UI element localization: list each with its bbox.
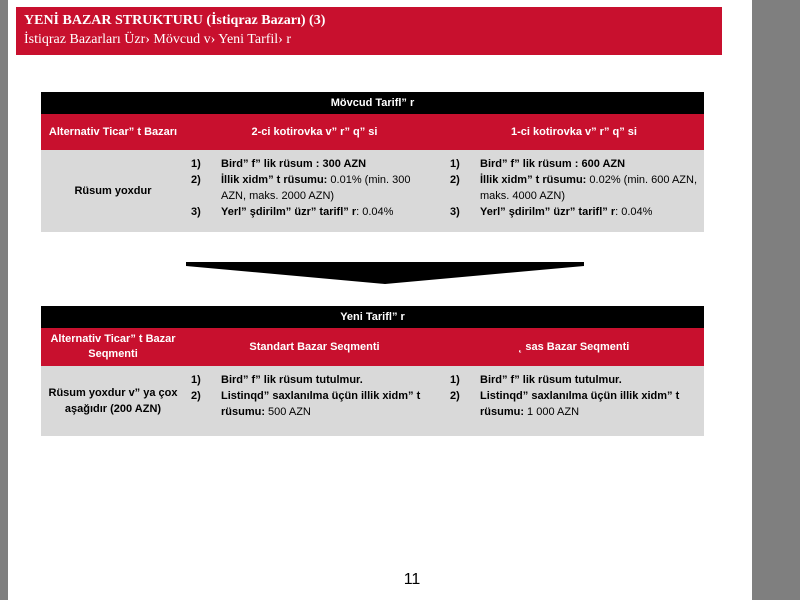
item-number: 2)	[450, 174, 460, 186]
current-tariffs-table	[41, 92, 704, 232]
row-label: Rüsum yoxdur v” ya çox aşağıdır (200 AZN)	[41, 366, 185, 436]
list-item	[450, 204, 698, 220]
item-text	[480, 388, 698, 420]
item-label: Yerl” şdirilm” üzr” tarifl” r	[480, 206, 616, 218]
tariff-cell	[444, 366, 704, 436]
list-item	[191, 156, 438, 172]
table-header: Mövcud Tarifl” r	[41, 92, 704, 114]
column-header: Alternativ Ticar” t Bazar Seqmenti	[41, 328, 185, 366]
slide-subtitle: İstiqraz Bazarları Üzr› Mövcud v› Yeni Tarfil› r	[24, 32, 292, 47]
item-label: Bird” f” lik rüsum tutulmur.	[221, 374, 363, 386]
tariff-list	[191, 156, 438, 220]
slide	[8, 0, 752, 600]
item-number: 3)	[191, 206, 201, 218]
list-item	[450, 172, 698, 204]
item-label: İllik xidm” t rüsumu:	[221, 174, 328, 186]
item-label: Bird” f” lik rüsum tutulmur.	[480, 374, 622, 386]
list-item	[450, 388, 698, 420]
item-label: Bird” f” lik rüsum : 300 AZN	[221, 158, 367, 170]
item-label: Listinqd” saxlanılma üçün illik xidm” t rüsumu:	[480, 390, 680, 418]
tariff-cell	[444, 150, 704, 232]
item-value: 500 AZN	[265, 406, 311, 418]
item-text	[480, 156, 698, 172]
item-label: Bird” f” lik rüsum : 600 AZN	[480, 158, 626, 170]
item-text	[480, 172, 698, 204]
item-number: 1)	[191, 374, 201, 386]
tariff-list	[450, 156, 698, 220]
list-item	[450, 372, 698, 388]
item-text	[221, 156, 438, 172]
page-number: 11	[403, 571, 421, 588]
column-header: ˛ sas Bazar Seqmenti	[444, 328, 704, 366]
item-number: 1)	[191, 158, 201, 170]
list-item	[191, 372, 438, 388]
item-label: İllik xidm” t rüsumu:	[480, 174, 587, 186]
item-number: 1)	[450, 158, 460, 170]
tariff-cell	[185, 150, 444, 232]
item-text	[221, 204, 438, 220]
list-item	[191, 388, 438, 420]
item-text	[480, 372, 698, 388]
item-number: 2)	[191, 174, 201, 186]
item-text	[221, 172, 438, 204]
item-number: 2)	[191, 390, 201, 402]
column-header: 1-ci kotirovka v” r” q” si	[444, 114, 704, 150]
item-value: 1 000 AZN	[524, 406, 580, 418]
item-value: : 0.04%	[615, 206, 653, 218]
title-bar	[16, 7, 722, 55]
tariff-list	[450, 372, 698, 420]
row-label: Rüsum yoxdur	[41, 150, 185, 232]
item-value: 0.01% (min. 300 AZN, maks. 2000 AZN)	[221, 174, 411, 202]
new-tariffs-table	[41, 306, 704, 436]
item-text	[480, 204, 698, 220]
tariff-list	[191, 372, 438, 420]
item-number: 1)	[450, 374, 460, 386]
item-label: Yerl” şdirilm” üzr” tarifl” r	[221, 206, 357, 218]
item-text	[221, 372, 438, 388]
table-header: Yeni Tarifl” r	[41, 306, 704, 328]
list-item	[191, 204, 438, 220]
item-value: : 0.04%	[356, 206, 394, 218]
tariff-cell	[185, 366, 444, 436]
item-number: 2)	[450, 390, 460, 402]
column-header: 2-ci kotirovka v” r” q” si	[185, 114, 444, 150]
item-number: 3)	[450, 206, 460, 218]
list-item	[450, 156, 698, 172]
list-item	[191, 172, 438, 204]
column-header: Alternativ Ticar” t Bazarı	[41, 114, 185, 150]
item-label: Listinqd” saxlanılma üçün illik xidm” t rüsumu:	[221, 390, 421, 418]
item-value: 0.02% (min. 600 AZN, maks. 4000 AZN)	[480, 174, 698, 202]
down-arrow-icon	[186, 262, 584, 284]
column-header: Standart Bazar Seqmenti	[185, 328, 444, 366]
item-text	[221, 388, 438, 420]
slide-title: YENİ BAZAR STRUKTURU (İstiqraz Bazarı) (3)	[24, 13, 326, 28]
